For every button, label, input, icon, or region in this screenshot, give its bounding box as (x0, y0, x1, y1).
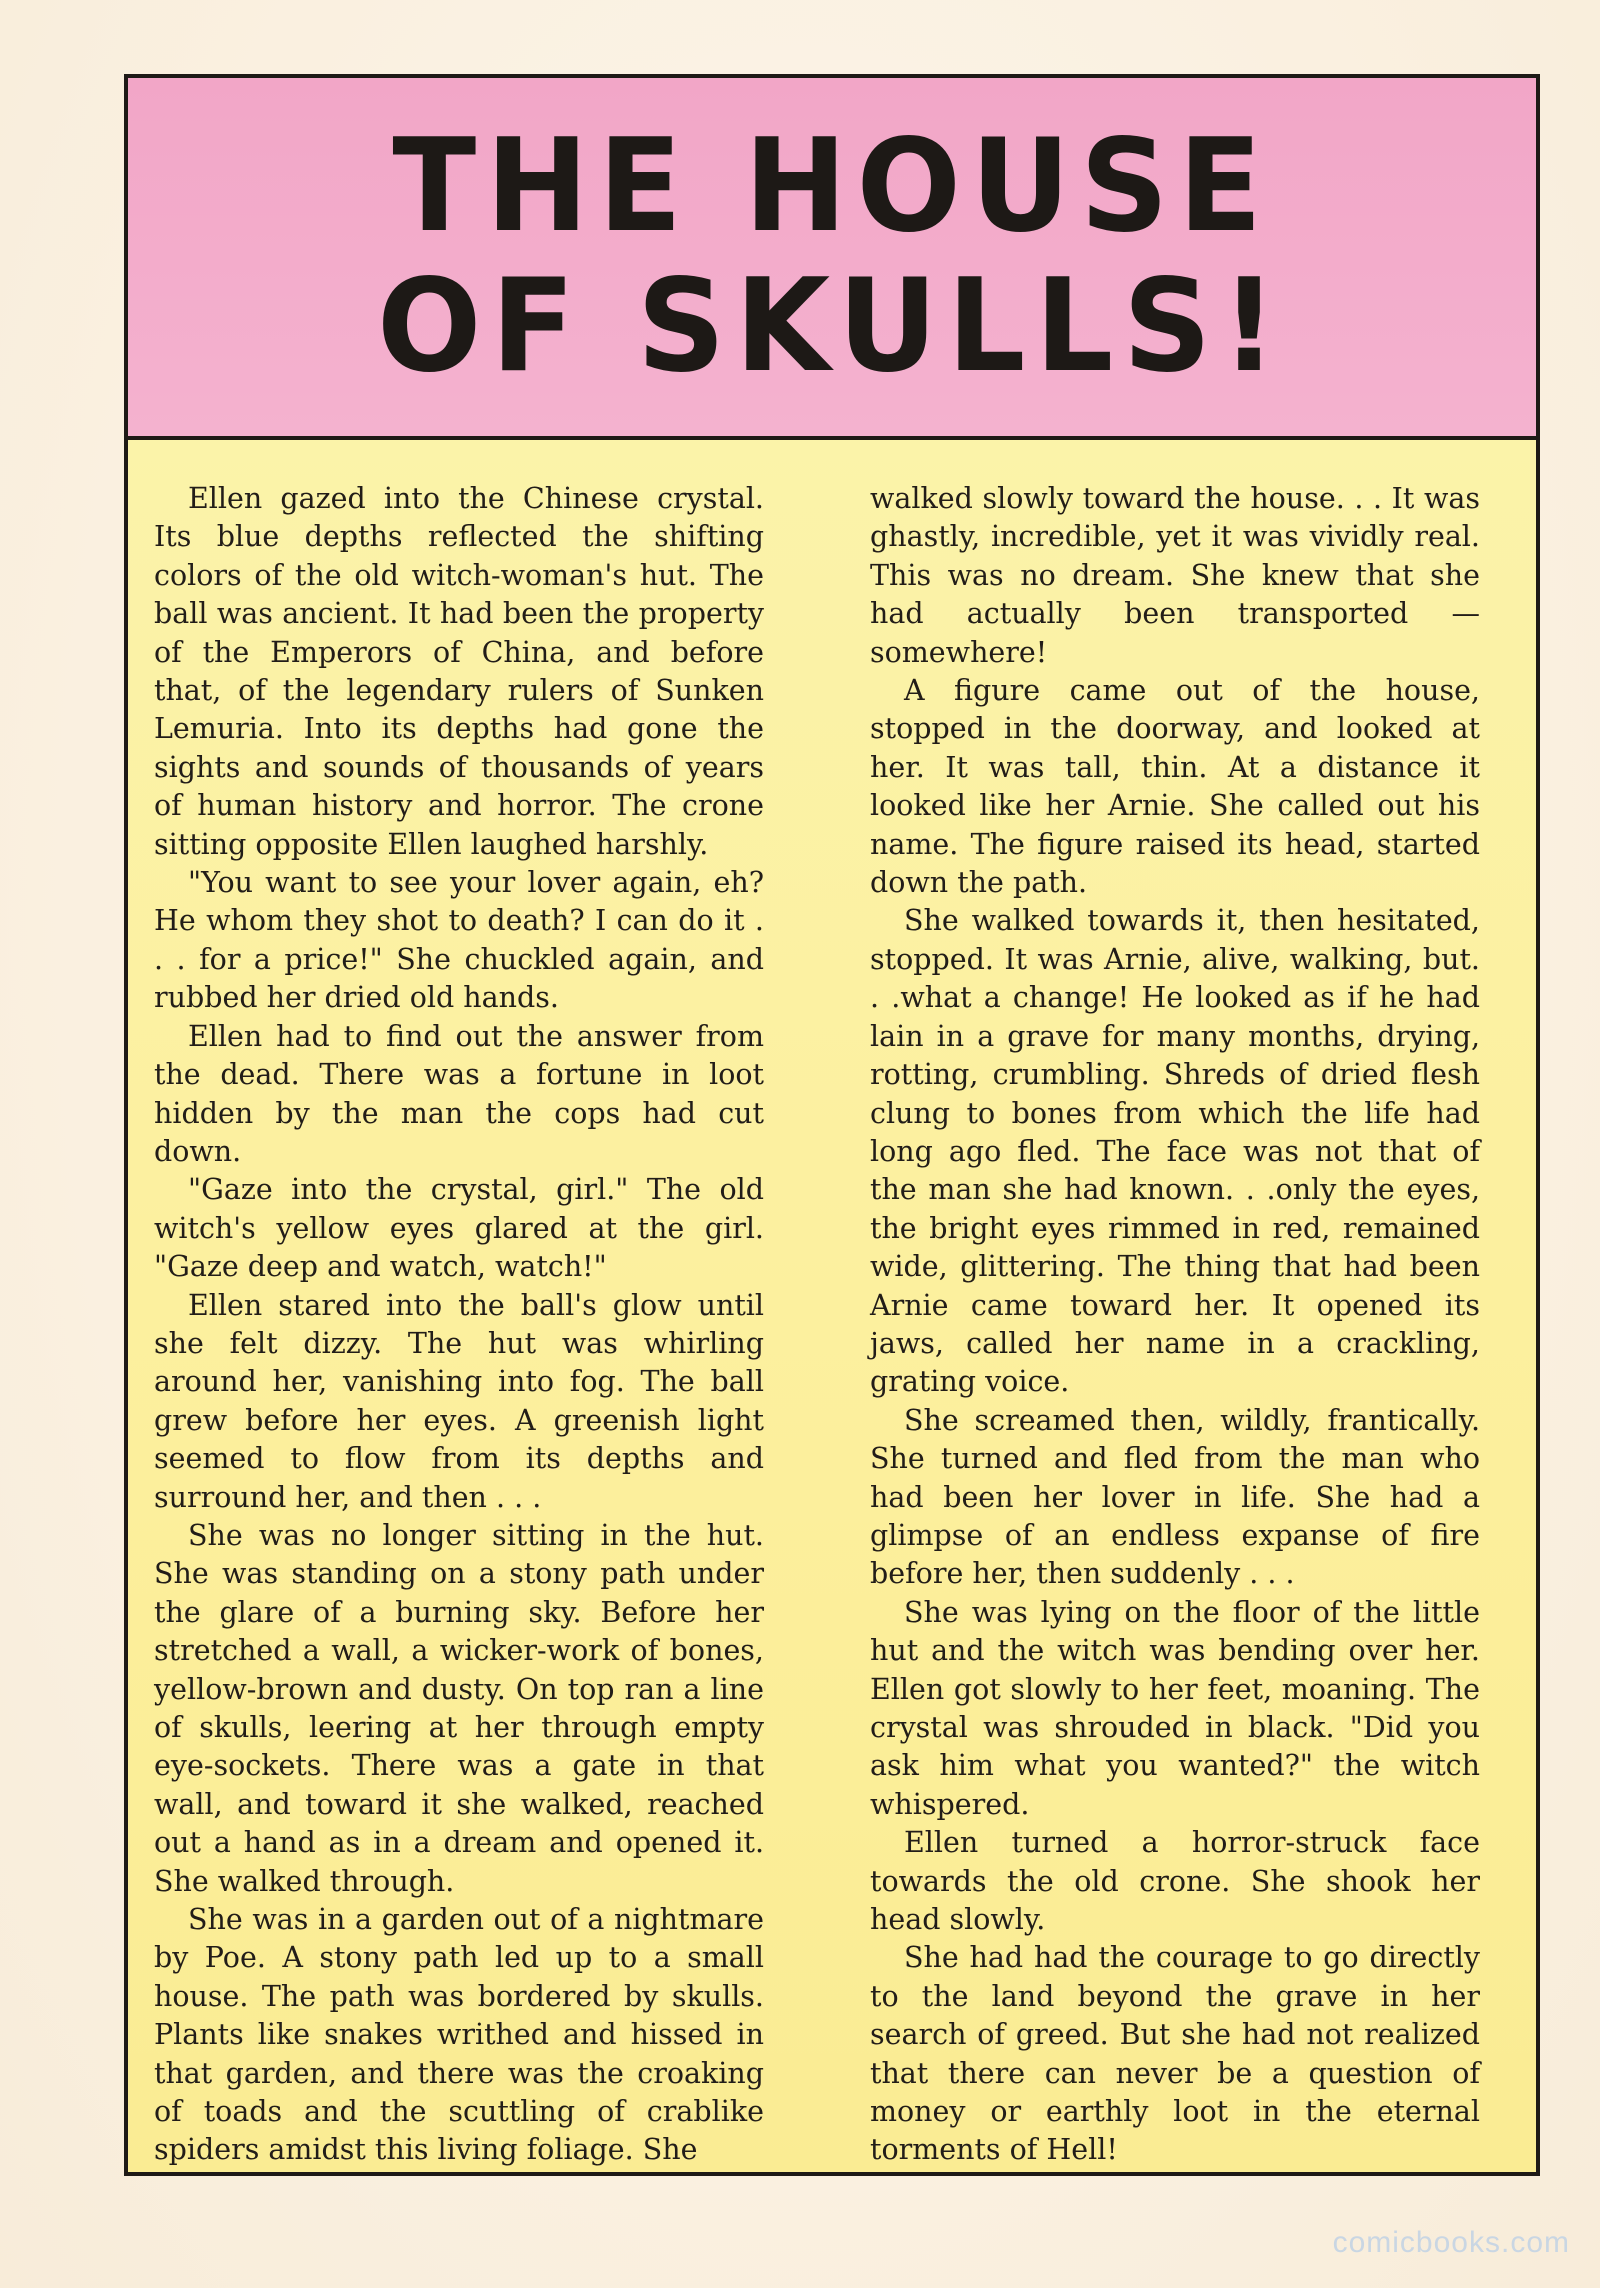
paragraph: Ellen turned a horror-struck face towards the old crone. She shook her head slowly. (870, 1826, 1480, 1937)
source-watermark: comicbooks.com (1332, 2226, 1570, 2259)
paragraph: A figure came out of the house, stopped in the doorway, and looked at her. It was tall, thin. At a distance it looked like her Arnie. She called out his name. The figure raised its head, started down the path. (870, 674, 1480, 900)
paragraph: She was in a garden out of a nightmare by Poe. A stony path led up to a small house. The path was bordered by skulls. Plants like snakes writhed and hissed in that garden, and there was the croaking of toads and the scuttling of crablike spiders amidst this living foliage. She (154, 1903, 764, 2167)
title-line-1: THE HOUSE (392, 112, 1272, 261)
paragraph: Ellen had to find out the answer from the dead. There was a fortune in loot hidden by the man the cops had cut down. (154, 1019, 764, 1168)
paragraph: She was no longer sitting in the hut. She was standing on a stony path under the glare of a burning sky. Before her stretched a wall, a wicker-work of bones, yellow-brown and dusty. On top ran a line of skulls, leering at her through empty eye-sockets. There was a gate in that wall, and toward it she walked, reached out a hand as in a dream and opened it. She walked through. (154, 1518, 764, 1898)
paragraph: Ellen stared into the ball's glow until she felt dizzy. The hut was whirling around her, vanishing into fog. The ball grew before her eyes. A greenish light seemed to flow from its depths and surround her, and then . . . (154, 1288, 764, 1514)
paragraph: "You want to see your lover again, eh? He whom they shot to death? I can do it . . . for a price!" She chuckled again, and rubbed her dried old hands. (154, 866, 764, 1015)
story-column-left (154, 480, 764, 2170)
paragraph: She screamed then, wildly, frantically. She turned and fled from the man who had been her lover in life. She had a glimpse of an endless expanse of fire before her, then suddenly . . . (870, 1403, 1480, 1591)
story-panel (124, 74, 1540, 2176)
paragraph: walked slowly toward the house. . . It was ghastly, incredible, yet it was vividly real. This was no dream. She knew that she had actually been transported — somewhere! (870, 482, 1480, 669)
title-banner (128, 78, 1536, 440)
paragraph: She was lying on the floor of the little hut and the witch was bending over her. Ellen got slowly to her feet, moaning. The crystal was shrouded in black. "Did you ask him what you wanted?" the witch whispered. (870, 1595, 1480, 1821)
story-column-right (870, 480, 1480, 2170)
paragraph: Ellen gazed into the Chinese crystal. Its blue depths reflected the shifting colors of the old witch-woman's hut. The ball was ancient. It had been the property of the Emperors of China, and before that, of the legendary rulers of Sunken Lemuria. Into its depths had gone the sights and sounds of thousands of years of human history and horror. The crone sitting opposite Ellen laughed harshly. (154, 482, 764, 861)
paragraph: She walked towards it, then hesitated, stopped. It was Arnie, alive, walking, but. . .what a change! He looked as if he had lain in a grave for many months, drying, rotting, crumbling. Shreds of dried flesh clung to bones from which the life had long ago fled. The face was not that of the man she had known. . .only the eyes, the bright eyes rimmed in red, remained wide, glittering. The thing that had been Arnie came toward her. It opened its jaws, called her name in a crackling, grating voice. (870, 904, 1480, 1399)
paragraph: She had had the courage to go directly to the land beyond the grave in her search of greed. But she had not realized that there can never be a question of money or earthly loot in the eternal torments of Hell! (870, 1941, 1480, 2167)
story-text-box (128, 440, 1536, 2172)
paragraph: "Gaze into the crystal, girl." The old witch's yellow eyes glared at the girl. "Gaze deep and watch, watch!" (154, 1173, 764, 1284)
title-line-2: OF SKULLS! (377, 252, 1287, 401)
